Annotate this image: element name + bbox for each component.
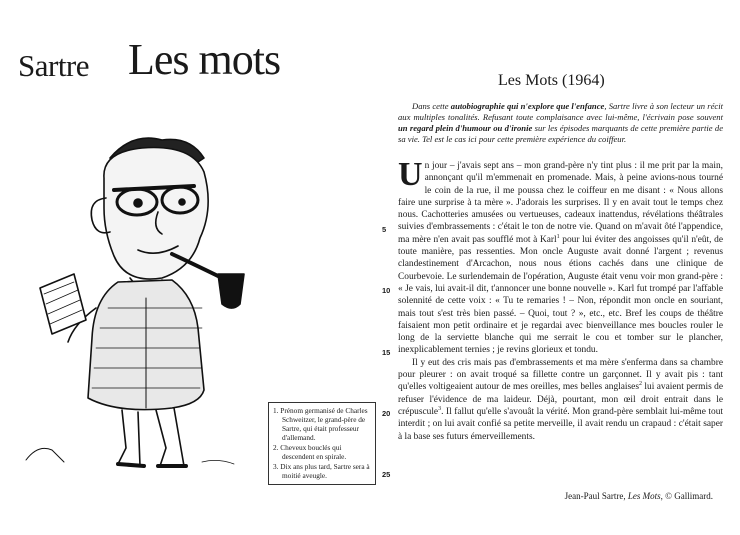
sartre-caricature-illustration — [22, 128, 252, 478]
line-number-15: 15 — [382, 348, 391, 357]
line-number-5: 5 — [382, 225, 387, 234]
excerpt-text — [398, 156, 723, 443]
footnote-3: 3. Dix ans plus tard, Sartre sera à moitié aveugle. — [273, 462, 370, 480]
source-credit: Jean-Paul Sartre, Les Mots, © Gallimard. — [564, 491, 713, 501]
footnotes-box — [268, 402, 376, 485]
intro-paragraph: Dans cette autobiographie qui n'explore que l'enfance, Sartre livre à son lecteur un récit aux multiples tonalités. Refusant toute complaisance avec lui-même, l'écrivain pose souvent un regard plein d'humour ou d'ironie sur les épisodes marquants de cette première partie de sa vie. Tel est le cas ici pour cette première expérience du coiffeur. — [398, 101, 724, 144]
line-number-10: 10 — [382, 286, 391, 295]
line-number-20: 20 — [382, 409, 391, 418]
footnote-1: 1. Prénom germanisé de Charles Schweitzer, le grand-père de Sartre, qui était professeur d'allemand. — [273, 406, 368, 442]
author-name: Sartre — [18, 48, 90, 83]
footnote-ref-1: 1 — [556, 233, 560, 240]
footnote-2: 2. Cheveux bouclés qui descendent en spirale. — [273, 443, 347, 461]
line-number-25: 25 — [382, 470, 391, 479]
paragraph-1: Un jour – j'avais sept ans – mon grand-père n'y tint plus : il me prit par la main, annonçant qu'il m'emmenait en promenade. Mais, à peine avions-nous tourné le coin de la rue, il me poussa chez le coiffeur en me disant : « Nous allons faire une surprise à ta mère ». J'adorais les surprises. Il y en avait tout le temps chez nous. Cachotteries amusées ou vertueuses, cadeaux inattendus, révélations théâtrales suivies d'embrassements : c'était le ton de notre vie. Quand on m'avait ôté l'appendice, ma mère n'en avait pas soufflé mot à Karl$^1$ pour lui éviter des angoisses qu'il n'eût, de toute manière, pas ressenties. Mon oncle Auguste avait donné l'argent ; revenus clandestinement d'Arcachon, nous nous étions cachés dans une clinique de Courbevoie. Le surlendemain de l'opération, Auguste était venu voir mon grand-père : « Je vais, lui avait-il dit, t'annoncer une bonne nouvelle ». Karl fut trompé par l'affable solennité de cette voix : « Tu te remaries ! – Non, répondit mon oncle en souriant, mais tout s'est très bien passé. – Quoi, tout ? », etc., etc. Bref les coups de théâtre faisaient mon petit ordinaire et je regardai avec bienveillance mes boucles rouler le long de la serviette blanche qui me serrait le cou et tomber sur le plancher, inexplicablement ternies ; je revins glorieux et tondu. — [398, 156, 723, 356]
footnote-ref-2: 2 — [639, 381, 642, 388]
excerpt-title: Les Mots (1964) — [498, 72, 605, 89]
drop-cap: U — [398, 156, 423, 193]
footnote-ref-3: 3 — [438, 405, 442, 412]
paragraph-2: Il y eut des cris mais pas d'embrassements et ma mère s'enferma dans sa chambre pour pleurer : on avait troqué sa fillette contre un garçonnet. Il y avait pis : tant qu'elles voltigeaient autour de mes oreilles, mes belles anglaises$^2$ lui avaient permis de refuser l'évidence de ma laideur. Déjà, pourtant, mon œil droit entrait dans le crépuscule$^3$. Il fallut qu'elle s'avouât la vérité. Mon grand-père semblait lui-même tout interdit ; on lui avait confié sa petite merveille, il avait rendu un crapaud : c'était saper à la base ses futurs émerveillements. — [398, 357, 723, 442]
book-title: Les mots — [128, 35, 281, 84]
